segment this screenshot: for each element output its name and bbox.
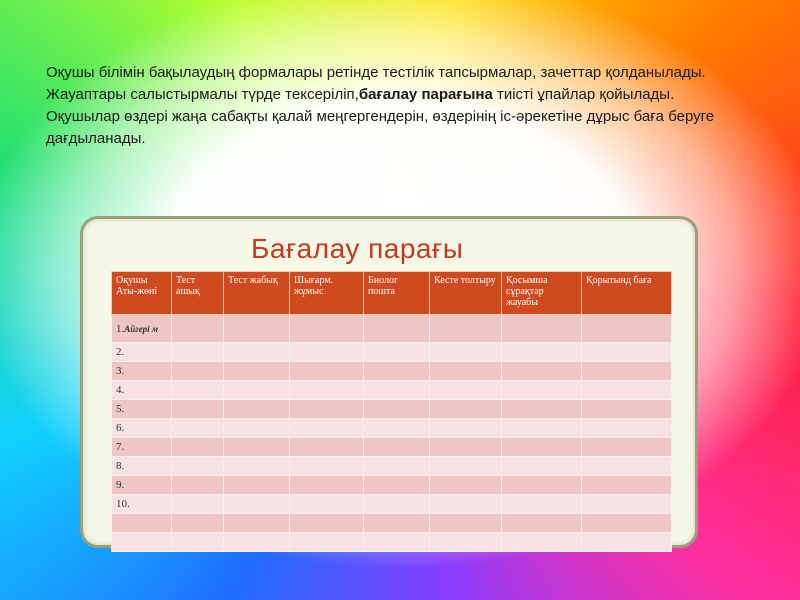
score-cell bbox=[224, 495, 290, 514]
paragraph-2-start: Жауаптары салыстырмалы түрде тексеріліп, bbox=[46, 86, 359, 103]
score-cell bbox=[364, 400, 430, 419]
student-cell bbox=[112, 381, 172, 400]
score-cell bbox=[582, 514, 672, 533]
score-cell bbox=[224, 419, 290, 438]
student-cell bbox=[112, 362, 172, 381]
score-cell bbox=[172, 315, 224, 343]
paragraph-2 bbox=[46, 84, 726, 150]
score-cell bbox=[582, 400, 672, 419]
score-cell bbox=[582, 457, 672, 476]
header-extra-questions: Қосымша сұрақтар жауабы bbox=[502, 272, 582, 315]
score-cell bbox=[364, 514, 430, 533]
assessment-sheet bbox=[80, 216, 698, 548]
header-closed-test: Тест жабық bbox=[224, 272, 290, 315]
paragraph-1: Оқушы білімін бақылаудың формалары ретінде тестілік тапсырмалар, зачеттар қолданылады. bbox=[46, 64, 706, 81]
header-student: Оқушы Аты-жөні bbox=[112, 272, 172, 315]
row-number: 4. bbox=[116, 384, 125, 396]
score-cell bbox=[430, 315, 502, 343]
score-cell bbox=[502, 514, 582, 533]
student-name: Айгері м bbox=[124, 323, 158, 334]
score-cell bbox=[502, 476, 582, 495]
row-number: 6. bbox=[116, 422, 125, 434]
student-cell bbox=[112, 343, 172, 362]
student-cell bbox=[112, 495, 172, 514]
score-cell bbox=[172, 495, 224, 514]
student-cell bbox=[112, 476, 172, 495]
score-cell bbox=[290, 457, 364, 476]
score-cell bbox=[172, 419, 224, 438]
score-cell bbox=[430, 343, 502, 362]
score-cell bbox=[502, 533, 582, 552]
score-cell bbox=[290, 381, 364, 400]
student-cell bbox=[112, 419, 172, 438]
table-row bbox=[112, 495, 672, 514]
score-cell bbox=[172, 476, 224, 495]
assessment-table bbox=[111, 271, 672, 552]
header-essay: Шығарм. жұмыс bbox=[290, 272, 364, 315]
score-cell bbox=[224, 476, 290, 495]
table-row bbox=[112, 400, 672, 419]
score-cell bbox=[364, 476, 430, 495]
score-cell bbox=[502, 400, 582, 419]
score-cell bbox=[364, 343, 430, 362]
table-row bbox=[112, 438, 672, 457]
score-cell bbox=[364, 533, 430, 552]
score-cell bbox=[502, 495, 582, 514]
student-cell bbox=[112, 400, 172, 419]
table-row bbox=[112, 419, 672, 438]
score-cell bbox=[582, 419, 672, 438]
score-cell bbox=[582, 438, 672, 457]
table-row bbox=[112, 381, 672, 400]
row-number: 8. bbox=[116, 460, 125, 472]
score-cell bbox=[582, 476, 672, 495]
row-number: 7. bbox=[116, 441, 125, 453]
score-cell bbox=[430, 381, 502, 400]
score-cell bbox=[172, 362, 224, 381]
score-cell bbox=[290, 400, 364, 419]
score-cell bbox=[364, 457, 430, 476]
score-cell bbox=[582, 533, 672, 552]
score-cell bbox=[582, 381, 672, 400]
paragraph-2-bold: бағалау парағына bbox=[358, 86, 493, 103]
score-cell bbox=[430, 419, 502, 438]
row-number: 1. bbox=[116, 322, 125, 335]
student-cell bbox=[112, 457, 172, 476]
score-cell bbox=[172, 400, 224, 419]
row-number: 2. bbox=[116, 346, 125, 358]
score-cell bbox=[172, 533, 224, 552]
student-cell bbox=[112, 514, 172, 533]
score-cell bbox=[290, 343, 364, 362]
score-cell bbox=[582, 343, 672, 362]
header-fill-table: Кесте толтыру bbox=[430, 272, 502, 315]
score-cell bbox=[290, 419, 364, 438]
score-cell bbox=[430, 438, 502, 457]
student-cell bbox=[112, 533, 172, 552]
table-row bbox=[112, 476, 672, 495]
slide-text bbox=[46, 62, 726, 150]
score-cell bbox=[172, 457, 224, 476]
score-cell bbox=[224, 362, 290, 381]
score-cell bbox=[430, 533, 502, 552]
score-cell bbox=[502, 381, 582, 400]
score-cell bbox=[582, 495, 672, 514]
score-cell bbox=[364, 315, 430, 343]
score-cell bbox=[582, 315, 672, 343]
row-number: 3. bbox=[116, 365, 125, 377]
score-cell bbox=[224, 457, 290, 476]
row-number: 5. bbox=[116, 403, 125, 415]
score-cell bbox=[290, 495, 364, 514]
score-cell bbox=[502, 419, 582, 438]
score-cell bbox=[290, 533, 364, 552]
score-cell bbox=[224, 533, 290, 552]
score-cell bbox=[172, 381, 224, 400]
score-cell bbox=[364, 438, 430, 457]
score-cell bbox=[430, 495, 502, 514]
score-cell bbox=[224, 438, 290, 457]
score-cell bbox=[582, 362, 672, 381]
student-cell bbox=[112, 315, 172, 343]
table-row bbox=[112, 514, 672, 533]
header-final-grade: Қорытынд баға bbox=[582, 272, 672, 315]
table-row bbox=[112, 457, 672, 476]
score-cell bbox=[224, 514, 290, 533]
score-cell bbox=[224, 315, 290, 343]
score-cell bbox=[224, 400, 290, 419]
score-cell bbox=[224, 343, 290, 362]
sheet-title: Бағалау парағы bbox=[251, 233, 464, 264]
table-row bbox=[112, 362, 672, 381]
table-row bbox=[112, 343, 672, 362]
row-number: 9. bbox=[116, 479, 125, 491]
table-row bbox=[112, 533, 672, 552]
score-cell bbox=[364, 362, 430, 381]
score-cell bbox=[290, 476, 364, 495]
student-cell bbox=[112, 438, 172, 457]
score-cell bbox=[172, 343, 224, 362]
score-cell bbox=[430, 476, 502, 495]
score-cell bbox=[502, 457, 582, 476]
score-cell bbox=[430, 457, 502, 476]
score-cell bbox=[502, 362, 582, 381]
score-cell bbox=[290, 514, 364, 533]
score-cell bbox=[430, 400, 502, 419]
header-bio-mail: Биолог пошта bbox=[364, 272, 430, 315]
paragraph-2-end: тиісті ұпайлар қойылады. Оқушылар өздері жаңа сабақты қалай меңгергендерін, өздерінің іс-әрекетіне дұрыс баға беруге дағдыланады. bbox=[46, 86, 715, 147]
score-cell bbox=[172, 438, 224, 457]
score-cell bbox=[364, 419, 430, 438]
score-cell bbox=[290, 315, 364, 343]
score-cell bbox=[172, 514, 224, 533]
header-open-test: Тест ашық bbox=[172, 272, 224, 315]
score-cell bbox=[290, 438, 364, 457]
score-cell bbox=[502, 343, 582, 362]
score-cell bbox=[502, 438, 582, 457]
score-cell bbox=[430, 514, 502, 533]
row-number: 10. bbox=[116, 498, 130, 510]
score-cell bbox=[364, 495, 430, 514]
score-cell bbox=[430, 362, 502, 381]
score-cell bbox=[502, 315, 582, 343]
table-header-row bbox=[112, 272, 672, 315]
table-row bbox=[112, 315, 672, 343]
score-cell bbox=[290, 362, 364, 381]
score-cell bbox=[224, 381, 290, 400]
score-cell bbox=[364, 381, 430, 400]
